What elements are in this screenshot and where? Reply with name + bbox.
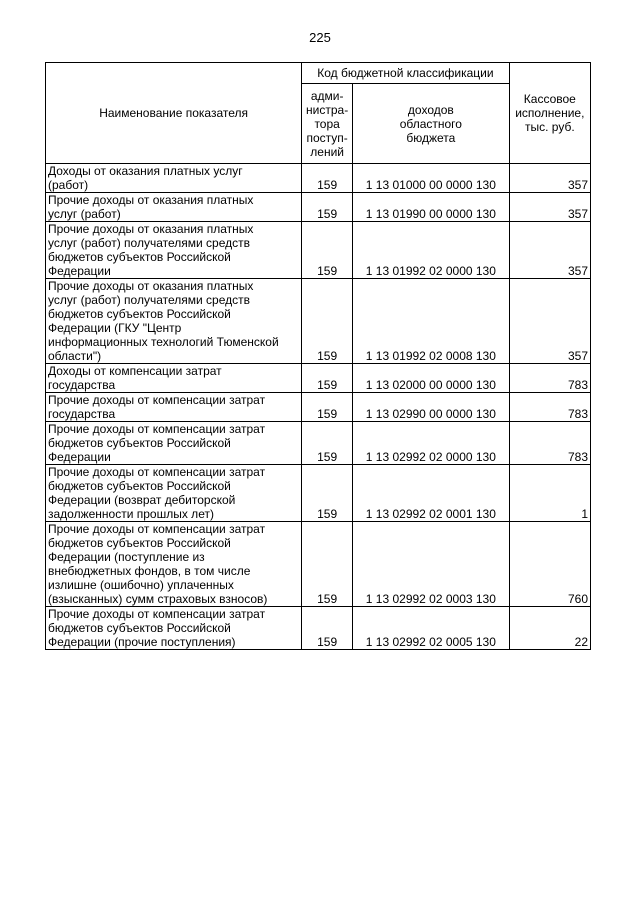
row-admin-code: 159 [302, 422, 353, 465]
revenue-table [45, 62, 591, 650]
row-name: Прочие доходы от компенсации затрат бюджетов субъектов Российской Федерации (прочие поступления) [46, 607, 302, 650]
row-admin-code: 159 [302, 393, 353, 422]
header-admin: адми- нистра- тора поступ- лений [302, 84, 353, 164]
row-admin-code: 159 [302, 279, 353, 364]
table-row [46, 364, 591, 393]
header-group: Код бюджетной классификации [302, 63, 509, 84]
row-admin-code: 159 [302, 522, 353, 607]
row-budget-code: 1 13 01990 00 0000 130 [353, 193, 510, 222]
row-budget-code: 1 13 01992 02 0008 130 [353, 279, 510, 364]
header-name: Наименование показателя [46, 63, 302, 164]
header-amount: Кассовое исполнение, тыс. руб. [509, 63, 590, 164]
row-amount: 1 [509, 465, 590, 522]
row-budget-code: 1 13 02000 00 0000 130 [353, 364, 510, 393]
row-amount: 357 [509, 279, 590, 364]
table-row [46, 465, 591, 522]
table-row [46, 607, 591, 650]
row-name: Прочие доходы от компенсации затрат государства [46, 393, 302, 422]
row-admin-code: 159 [302, 465, 353, 522]
row-admin-code: 159 [302, 193, 353, 222]
row-admin-code: 159 [302, 364, 353, 393]
row-amount: 22 [509, 607, 590, 650]
row-budget-code: 1 13 01000 00 0000 130 [353, 164, 510, 193]
row-amount: 783 [509, 422, 590, 465]
header-code: доходов областного бюджета [353, 84, 510, 164]
row-admin-code: 159 [302, 607, 353, 650]
table-row [46, 393, 591, 422]
row-name: Прочие доходы от оказания платных услуг (работ) [46, 193, 302, 222]
page-number: 225 [309, 30, 331, 45]
row-amount: 783 [509, 364, 590, 393]
row-budget-code: 1 13 02990 00 0000 130 [353, 393, 510, 422]
row-amount: 760 [509, 522, 590, 607]
table-row [46, 164, 591, 193]
row-name: Прочие доходы от оказания платных услуг (работ) получателями средств бюджетов субъектов Российской Федерации (ГКУ "Центр информационных технологий Тюменской области") [46, 279, 302, 364]
row-name: Прочие доходы от оказания платных услуг (работ) получателями средств бюджетов субъектов Российской Федерации [46, 222, 302, 279]
row-budget-code: 1 13 01992 02 0000 130 [353, 222, 510, 279]
table-row [46, 193, 591, 222]
table-row [46, 222, 591, 279]
row-name: Доходы от оказания платных услуг (работ) [46, 164, 302, 193]
row-budget-code: 1 13 02992 02 0005 130 [353, 607, 510, 650]
row-name: Прочие доходы от компенсации затрат бюджетов субъектов Российской Федерации [46, 422, 302, 465]
row-amount: 357 [509, 222, 590, 279]
row-name: Прочие доходы от компенсации затрат бюджетов субъектов Российской Федерации (поступление из внебюджетных фондов, в том числе излишне (ошибочно) уплаченных (взысканных) сумм страховых взносов) [46, 522, 302, 607]
row-amount: 357 [509, 193, 590, 222]
table-row [46, 279, 591, 364]
row-name: Доходы от компенсации затрат государства [46, 364, 302, 393]
row-name: Прочие доходы от компенсации затрат бюджетов субъектов Российской Федерации (возврат дебиторской задолженности прошлых лет) [46, 465, 302, 522]
table-row [46, 522, 591, 607]
table-row [46, 422, 591, 465]
row-amount: 783 [509, 393, 590, 422]
row-admin-code: 159 [302, 164, 353, 193]
row-budget-code: 1 13 02992 02 0001 130 [353, 465, 510, 522]
row-budget-code: 1 13 02992 02 0000 130 [353, 422, 510, 465]
table-body [46, 164, 591, 650]
table-header [46, 63, 591, 164]
row-amount: 357 [509, 164, 590, 193]
row-admin-code: 159 [302, 222, 353, 279]
row-budget-code: 1 13 02992 02 0003 130 [353, 522, 510, 607]
